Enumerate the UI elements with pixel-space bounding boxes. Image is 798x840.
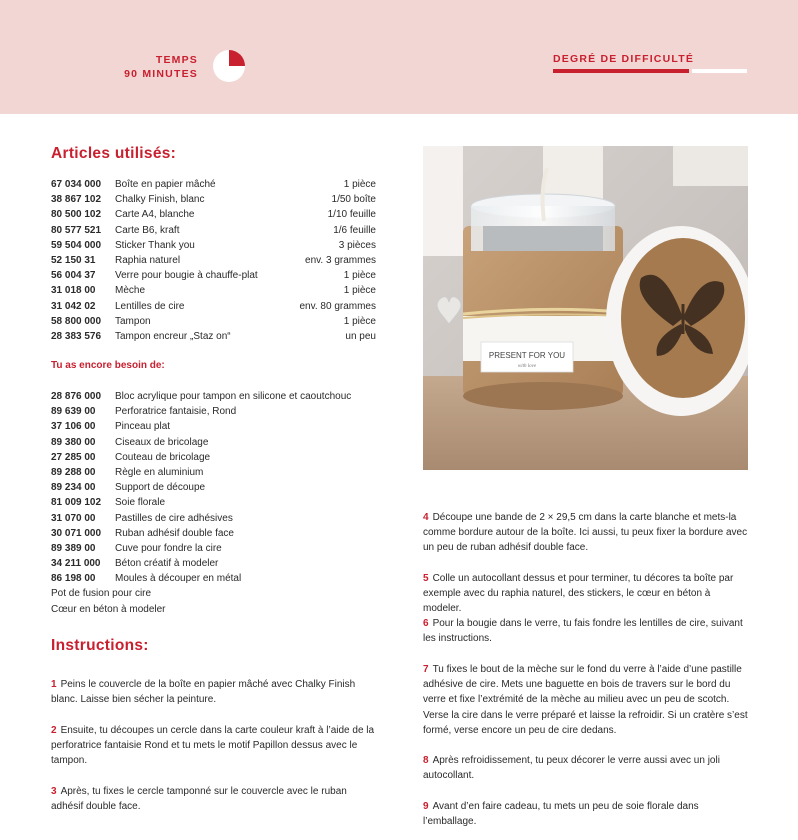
step-number: 2 — [51, 725, 57, 736]
need-name: Bloc acrylique pour tampon en silicone et caoutchouc — [115, 391, 352, 402]
material-qty: env. 80 grammes — [299, 300, 376, 312]
need-name: Cuve pour fondre la cire — [115, 542, 222, 554]
step-text: Pour la bougie dans le verre, tu fais fondre les lentilles de cire, suivant les instructions. — [423, 618, 743, 645]
need-row — [51, 404, 381, 419]
need-name: Support de découpe — [115, 482, 206, 494]
step-text: Tu fixes le bout de la mèche sur le fond du verre à l’aide d’une pastille adhésive de cire. Mets une baguette en bois de travers sur le bord du verre et fixe l’extrémité de la mèche au milieu avec un peu de scotch. Verse la cire dans le verre préparé et laisse la refroidir. Si un cratère s’est formé, verse encore un peu de cire dedans. — [423, 664, 748, 736]
difficulty-meter — [553, 69, 747, 73]
material-code: 31 042 02 — [51, 300, 96, 312]
material-code: 28 383 576 — [51, 330, 102, 342]
material-row — [51, 192, 376, 207]
clock-pie-icon — [212, 49, 246, 83]
step-1 — [51, 677, 376, 707]
need-name: Ruban adhésif double face — [115, 527, 234, 539]
candle-box-illustration — [423, 146, 748, 470]
step-4 — [423, 510, 749, 556]
time-label: TEMPS — [155, 54, 198, 66]
step-text: Après refroidissement, tu peux décorer le verre aussi avec un joli autocollant. — [423, 755, 720, 782]
need-code: 86 198 00 — [51, 573, 96, 585]
need-code: 37 106 00 — [51, 421, 96, 433]
step-number: 6 — [423, 618, 429, 629]
difficulty-label: DEGRÉ DE DIFFICULTÉ — [553, 53, 695, 65]
step-text: Ensuite, tu découpes un cercle dans la carte couleur kraft à l’aide de la perforatrice fantaisie Rond et tu mets le motif Papillon dessus avec le tampon. — [51, 725, 375, 767]
material-row — [51, 177, 376, 192]
material-row — [51, 283, 376, 298]
material-name: Boîte en papier mâché — [115, 179, 216, 190]
material-code: 67 034 000 — [51, 179, 102, 190]
material-qty: 1/6 feuille — [333, 224, 376, 236]
step-5 — [423, 571, 749, 617]
material-qty: un peu — [345, 330, 376, 342]
material-name: Chalky Finish, blanc — [115, 194, 205, 206]
need-name: Règle en aluminium — [115, 466, 204, 478]
material-code: 59 504 000 — [51, 239, 102, 251]
need-code: 81 009 102 — [51, 497, 102, 509]
need-code: 30 071 000 — [51, 527, 102, 539]
material-name: Lentilles de cire — [115, 300, 185, 312]
need-name: Pinceau plat — [115, 421, 171, 433]
material-name: Tampon encreur „Staz on“ — [115, 330, 231, 342]
photo-label-text: PRESENT FOR YOU — [488, 351, 566, 360]
material-qty: 1 pièce — [343, 315, 376, 327]
material-row — [51, 223, 376, 238]
material-qty: 1/50 boîte — [331, 194, 376, 206]
need-row — [51, 480, 381, 495]
material-row — [51, 207, 376, 222]
step-number: 9 — [423, 801, 429, 812]
need-row — [51, 526, 381, 541]
material-row — [51, 253, 376, 268]
material-code: 80 500 102 — [51, 209, 102, 221]
need-name: Béton créatif à modeler — [115, 558, 219, 570]
material-row — [51, 299, 376, 314]
need-code: 89 288 00 — [51, 466, 96, 478]
material-code: 52 150 31 — [51, 254, 96, 266]
material-name: Carte A4, blanche — [115, 209, 195, 221]
material-name: Raphia naturel — [115, 254, 181, 266]
need-code: 89 389 00 — [51, 542, 96, 554]
need-row — [51, 571, 381, 586]
materials-list — [51, 177, 376, 344]
need-code: 31 070 00 — [51, 512, 96, 524]
need-name: Soie florale — [115, 497, 166, 509]
material-row — [51, 268, 376, 283]
need-row — [51, 450, 381, 465]
need-name: Pastilles de cire adhésives — [115, 512, 233, 524]
material-qty: 1 pièce — [343, 285, 376, 297]
need-row — [51, 435, 381, 450]
step-number: 5 — [423, 573, 429, 584]
step-text: Découpe une bande de 2 × 29,5 cm dans la carte blanche et mets-la comme bordure autour de la boîte. Ici aussi, tu peux fixer la bordure avec un peu de ruban adhésif double face. — [423, 512, 748, 554]
need-name: Perforatrice fantaisie, Rond — [115, 406, 237, 418]
step-6 — [423, 616, 749, 646]
need-code: 89 380 00 — [51, 436, 96, 448]
material-code: 38 867 102 — [51, 194, 102, 206]
need-code: 28 876 000 — [51, 391, 102, 402]
material-name: Sticker Thank you — [115, 239, 195, 251]
material-qty: 1 pièce — [343, 179, 376, 190]
product-photo — [423, 146, 748, 470]
need-row — [51, 419, 381, 434]
material-qty: 3 pièces — [338, 239, 376, 251]
step-8 — [423, 753, 749, 783]
material-name: Tampon — [115, 315, 151, 327]
step-text: Avant d’en faire cadeau, tu mets un peu de soie florale dans l’emballage. — [423, 801, 699, 828]
need-row — [51, 556, 381, 571]
need-name: Ciseaux de bricolage — [115, 436, 209, 448]
material-name: Mèche — [115, 285, 146, 297]
material-code: 31 018 00 — [51, 285, 96, 297]
need-row — [51, 389, 381, 404]
material-code: 58 800 000 — [51, 315, 102, 327]
need-row — [51, 465, 381, 480]
instructions-title: Instructions: — [51, 637, 149, 654]
need-code: 89 234 00 — [51, 482, 96, 494]
need-row-extra — [51, 586, 381, 601]
need-code: 27 285 00 — [51, 451, 96, 463]
material-qty: 1/10 feuille — [327, 209, 376, 221]
difficulty-meter-rest — [692, 69, 747, 73]
time-pie-fill — [229, 50, 245, 66]
photo-label-sub: with love — [517, 364, 537, 369]
needs-title: Tu as encore besoin de: — [51, 360, 165, 371]
need-row — [51, 495, 381, 510]
material-row — [51, 238, 376, 253]
material-qty: env. 3 grammes — [305, 254, 376, 266]
material-row — [51, 329, 376, 344]
need-name: Couteau de bricolage — [115, 451, 211, 463]
difficulty-meter-fill — [553, 69, 689, 73]
time-info — [110, 53, 198, 81]
material-row — [51, 314, 376, 329]
need-code: 89 639 00 — [51, 406, 96, 418]
step-number: 8 — [423, 755, 429, 766]
material-name: Verre pour bougie à chauffe-plat — [115, 270, 258, 282]
material-code: 80 577 521 — [51, 224, 102, 236]
need-name: Cœur en béton à modeler — [51, 603, 166, 615]
need-row — [51, 511, 381, 526]
step-9 — [423, 799, 749, 829]
need-code: 34 211 000 — [51, 558, 101, 570]
step-number: 1 — [51, 679, 57, 690]
header-band — [0, 0, 798, 114]
material-name: Carte B6, kraft — [115, 224, 180, 236]
need-row — [51, 541, 381, 556]
step-number: 3 — [51, 786, 57, 797]
need-row-extra — [51, 602, 381, 617]
need-name: Pot de fusion pour cire — [51, 588, 152, 600]
step-7 — [423, 662, 749, 738]
step-number: 4 — [423, 512, 429, 523]
materials-title: Articles utilisés: — [51, 145, 177, 162]
need-name: Moules à découper en métal — [115, 573, 242, 585]
step-text: Peins le couvercle de la boîte en papier mâché avec Chalky Finish blanc. Laisse bien sécher la peinture. — [51, 679, 356, 706]
step-2 — [51, 723, 376, 769]
material-qty: 1 pièce — [343, 270, 376, 282]
step-number: 7 — [423, 664, 429, 675]
needs-list — [51, 389, 381, 617]
step-3 — [51, 784, 376, 814]
material-code: 56 004 37 — [51, 270, 96, 282]
time-value: 90 MINUTES — [124, 68, 198, 80]
step-text: Colle un autocollant dessus et pour terminer, tu décores ta boîte par exemple avec du raphia naturel, des stickers, le cœur en béton à modeler. — [423, 573, 734, 615]
step-text: Après, tu fixes le cercle tamponné sur le couvercle avec le ruban adhésif double face. — [51, 786, 347, 813]
